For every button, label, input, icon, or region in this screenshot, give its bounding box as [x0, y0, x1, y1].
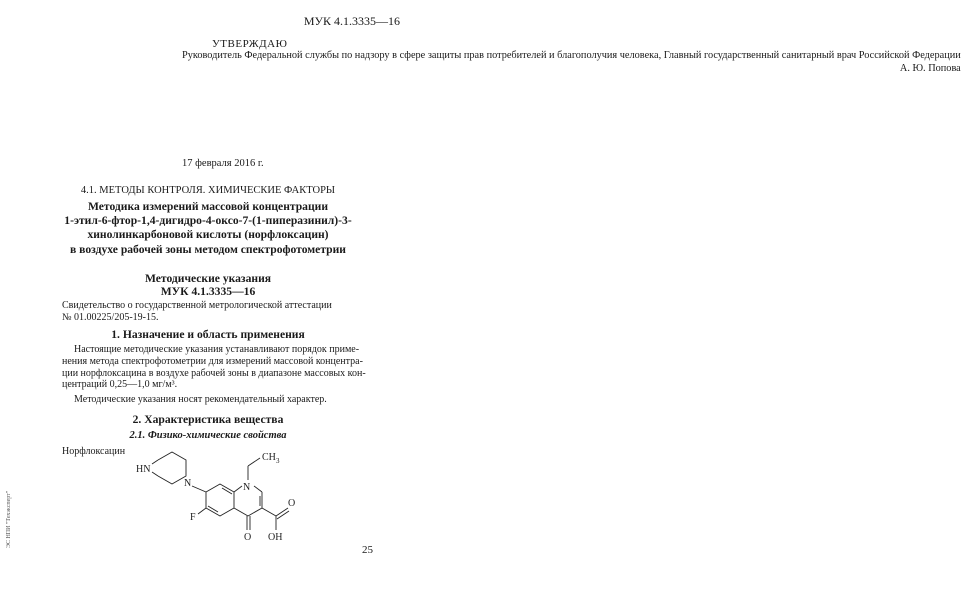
paragraph-line: Настоящие методические указания устанавливают порядок приме- — [74, 344, 360, 355]
carboxyl-oxygen-label: O — [288, 498, 296, 509]
section2-heading: 2. Характеристика вещества — [132, 413, 284, 426]
approval-line: по надзору в сфере защиты прав — [341, 50, 484, 62]
section1-note: Методические указания носят рекомендательный характер. — [74, 394, 327, 405]
section2-subheading: 2.1. Физико-химические свойства — [129, 430, 287, 441]
section1-heading: 1. Назначение и область применения — [111, 328, 305, 341]
benzene-ring — [206, 484, 234, 516]
document-code: МУК 4.1.3335—16 — [303, 14, 400, 28]
methyl-subscript: 3 — [276, 457, 280, 465]
paragraph-line: нения метода спектрофотометрии для измерений массовой концентра- — [62, 355, 363, 367]
title-line: в воздухе рабочей зоны методом спектрофотометрии — [70, 242, 346, 256]
quinoline-n-label: N — [243, 482, 251, 493]
piperazine-ring — [152, 452, 186, 484]
methyl-label: CH — [262, 452, 276, 463]
approval-signer: А. Ю. Попова — [899, 62, 961, 74]
approval-date: 17 февраля 2016 г. — [182, 158, 264, 169]
certificate-line: Свидетельство о государственной метрологической аттестации — [62, 300, 332, 311]
title-line: Методика измерений массовой концентрации — [87, 200, 329, 213]
approval-line: потребителей и благополучия человека, — [486, 50, 662, 62]
guidelines-label: Методические указания — [144, 272, 272, 285]
side-stamp: ЭС НПИ "Техэксперт" — [6, 490, 12, 548]
hydroxyl-label: OH — [268, 532, 283, 543]
paragraph-line: центраций 0,25—1,0 мг/м³. — [62, 379, 178, 391]
section-label: 4.1. МЕТОДЫ КОНТРОЛЯ. ХИМИЧЕСКИЕ ФАКТОРЫ — [80, 185, 336, 196]
page-number: 25 — [362, 544, 373, 556]
title-line: 1-этил-6-фтор-1,4-дигидро-4-оксо-7-(1-пиперазинил)-3- — [64, 214, 352, 228]
title-line: хинолинкарбоновой кислоты (норфлоксацин) — [87, 228, 329, 242]
guidelines-code: МУК 4.1.3335—16 — [160, 285, 256, 299]
substance-name: Норфлоксацин — [62, 446, 126, 457]
approval-line: Главный государственный санитарный — [663, 50, 835, 62]
hn-label: HN — [136, 464, 151, 475]
keto-oxygen-label: O — [244, 532, 252, 543]
certificate-line: № 01.00225/205-19-15. — [62, 312, 159, 324]
approval-line: врач Российской Федерации — [836, 50, 961, 62]
approval-line: Руководитель Федеральной службы — [182, 50, 339, 62]
approval-title: УТВЕРЖДАЮ — [212, 38, 288, 50]
paragraph-line: ции норфлоксацина в воздухе рабочей зоны в диапазоне массовых кон- — [62, 367, 366, 379]
structural-formula — [0, 0, 416, 600]
piperazine-n-label: N — [184, 478, 192, 489]
fluorine-label: F — [190, 512, 196, 523]
